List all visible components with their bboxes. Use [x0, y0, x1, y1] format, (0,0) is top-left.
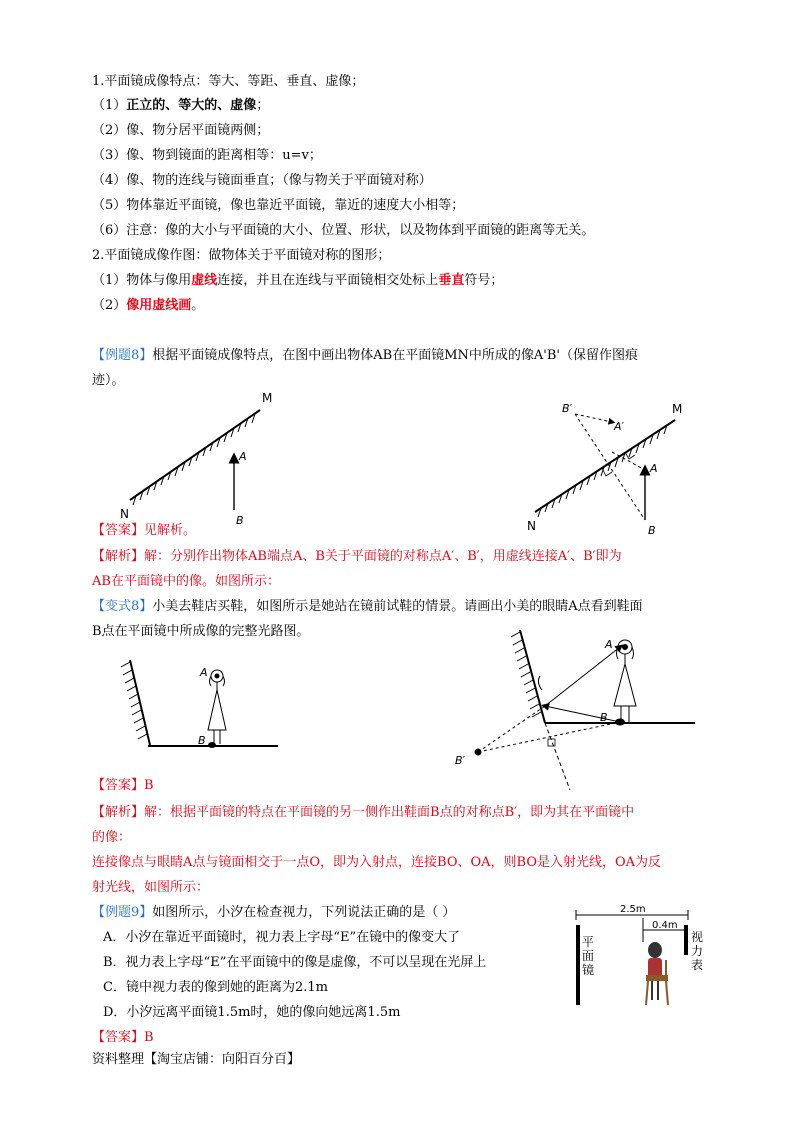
sec1-p4: （4）像、物的连线与镜面垂直；（像与物关于平面镜对称） [92, 173, 432, 188]
sec1-p1-end: ； [256, 98, 270, 113]
ex8-question-line2: 迹）。 [92, 373, 125, 388]
sec1-p1 [92, 96, 269, 116]
label-m: M [672, 402, 683, 416]
sec2-p1-c: 连接，并且在连线与平面镜相交处标上 [217, 273, 439, 288]
label-a: A [605, 638, 613, 651]
shoe-dot [208, 742, 216, 748]
ex8-q1: 根据平面镜成像特点，在图中画出物体AB在平面镜MN中所成的像A'B'（保留作图痕 [152, 348, 638, 363]
incident-ray [545, 706, 620, 722]
girl-figure [208, 670, 226, 744]
sec2-p1-e: 符号； [464, 273, 504, 288]
reflected-ray [545, 647, 620, 706]
mirror-bar [576, 925, 580, 1005]
sec2-p1-b: 虚线 [191, 273, 218, 288]
label-a: A [200, 666, 208, 679]
var8-explain-line1 [92, 803, 634, 823]
ex9-answer-label: 【答案】 [92, 1030, 145, 1045]
label-b: B [600, 711, 608, 724]
label-mirror: 平面镜 [582, 935, 595, 977]
label-b: B [648, 524, 656, 537]
sec1-p3: （3）像、物到镜面的距离相等：u=v； [92, 148, 322, 163]
sec1-p1-num: （1） [92, 98, 127, 113]
ex8-explain-line2: AB在平面镜中的像。如图所示： [92, 574, 280, 589]
var8-question-line2: B点在平面镜中所成像的完整光路图。 [92, 624, 310, 639]
ex9-option-a: A．小汐在靠近平面镜时，视力表上字母“E”在镜中的像变大了 [103, 930, 461, 945]
sec2-p2-b: 像用虚线画 [126, 298, 192, 313]
ex9-option-d: D．小汐远离平面镜1.5m时，她的像向她远离1.5m [103, 1005, 401, 1020]
girl-on-chair [646, 942, 668, 1005]
mirror-hatching [511, 632, 541, 717]
var8-explain-label: 【解析】 [92, 805, 145, 820]
var8-explain-line4: 射光线，如图所示： [92, 880, 210, 895]
ex9-option-c: C．镜中视力表的像到她的距离为2.1m [103, 980, 328, 995]
label-a-image: A′ [614, 420, 625, 433]
ex8-figure-answer [520, 390, 690, 540]
var8-tag: 【变式8】 [92, 599, 153, 614]
sec2-p2-a: （2） [92, 298, 127, 313]
label-0-4m: 0.4m [652, 920, 678, 931]
var8-question-line1 [92, 597, 643, 617]
sec1-p5: （5）物体靠近平面镜，像也靠近平面镜，靠近的速度大小相等； [92, 198, 465, 213]
sec2-p1-d: 垂直 [438, 273, 465, 288]
sec1-title: 1.平面镜成像特点：等大、等距、垂直、虚像； [92, 74, 365, 89]
sec2-p1 [92, 271, 503, 291]
footer: 资料整理【淘宝店铺：向阳百分百】 [92, 1052, 301, 1067]
ex9-q: 如图所示，小汐在检查视力，下列说法正确的是（ ） [152, 905, 456, 920]
var8-q1: 小美去鞋店买鞋，如图所示是她站在镜前试鞋的情景。请画出小美的眼睛A点看到鞋面 [152, 599, 643, 614]
label-2-5m: 2.5m [620, 904, 646, 915]
ex9-answer-value: B [144, 1030, 154, 1045]
ex8-answer: 【答案】见解析。 [92, 523, 197, 538]
ex9-question [92, 903, 455, 923]
ex9-option-b: B．视力表上字母“E”在平面镜中的像是虚像，不可以呈现在光屏上 [103, 955, 487, 970]
sec2-p2 [92, 296, 204, 316]
label-b: B [198, 734, 206, 747]
label-chart: 视力表 [691, 930, 704, 972]
mirror [520, 630, 545, 723]
var8-explain-line2: 的像： [92, 830, 132, 845]
var8-answer [92, 776, 154, 796]
label-b: B [236, 514, 244, 527]
var8-figure-question [115, 655, 285, 755]
dashed-image-line [478, 706, 545, 752]
var8-explain-line3: 连接像点与眼睛A点与镜面相交于一点O，即为入射点，连接BO、OA，则BO是入射光线，OA为反 [92, 855, 662, 870]
label-n: N [120, 507, 129, 521]
ex8-tag: 【例题8】 [92, 348, 153, 363]
image-point [475, 749, 482, 756]
ex9-answer [92, 1028, 154, 1048]
label-a: A [239, 450, 247, 463]
label-a: A [650, 462, 658, 475]
var8-answer-value: B [144, 778, 154, 793]
var8-figure-answer [450, 625, 700, 795]
label-b-image: B′ [455, 754, 466, 767]
sec1-p2: （2）像、物分居平面镜两侧； [92, 123, 270, 138]
label-m: M [262, 391, 273, 405]
ex9-tag: 【例题9】 [92, 905, 153, 920]
var8-explain-text1: 解：根据平面镜的特点在平面镜的另一侧作出鞋面B点的对称点B′，即为其在平面镜中 [144, 805, 635, 820]
ex8-question-line1 [92, 346, 638, 366]
sec2-p2-c: 。 [191, 298, 205, 313]
mirror-hatching [133, 414, 255, 505]
label-n: N [527, 519, 536, 533]
sec2-p1-a: （1）物体与像用 [92, 273, 192, 288]
angle-arc [538, 676, 542, 690]
right-angle-mark [548, 739, 555, 746]
girl-figure [614, 640, 636, 722]
var8-answer-label: 【答案】 [92, 778, 145, 793]
sec1-p1-text: 正立的、等大的、虚像 [126, 98, 257, 113]
dashed-b-line [575, 414, 645, 520]
sec2-title: 2.平面镜成像作图：做物体关于平面镜对称的图形； [92, 248, 391, 263]
chart-bar [684, 925, 688, 955]
image-ab-dashed-arrow [575, 414, 612, 422]
ex8-explain-line1: 【解析】解：分别作出物体AB端点A、B关于平面镜的对称点A′、B′，用虚线连接A′、B′即为 [92, 549, 622, 564]
ex8-figure-question [115, 385, 275, 530]
sec1-p6: （6）注意：像的大小与平面镜的大小、位置、形状，以及物体到平面镜的距离等无关。 [92, 223, 595, 238]
label-b-image: B′ [562, 402, 573, 415]
